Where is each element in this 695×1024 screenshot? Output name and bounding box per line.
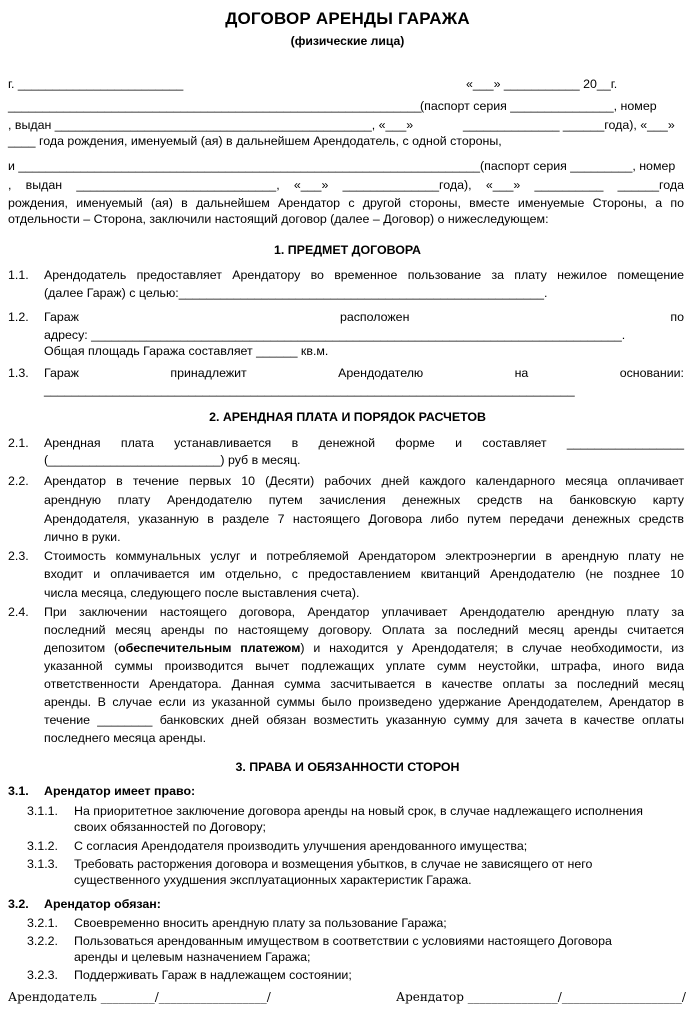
clause-text: Арендатор в течение первых 10 (Десяти) рабочих дней каждого календарного месяца оплачивает xyxy=(44,474,684,488)
clause-number: 1.1. xyxy=(8,268,29,282)
clause-text-part: ) и находится у Арендодателя; в случае необходимости, из xyxy=(300,641,684,655)
party1-issued: , выдан ______________________________________________, «___» xyxy=(8,118,414,132)
clause-text: существенного ухудшения эксплуатационных характеристик Гаража. xyxy=(74,873,472,887)
clause-text: Арендная плата устанавливается в денежной форме и составляет _________________ xyxy=(44,436,684,450)
clause-text: входит и оплачивается им отдельно, с предоставлением квитанций Арендодателю (не позднее 10 xyxy=(44,567,684,581)
party2-passport: (паспорт серия _________, номер xyxy=(480,159,676,173)
document-title: ДОГОВОР АРЕНДЫ ГАРАЖА xyxy=(225,9,470,28)
clause-number: 3.1. xyxy=(8,784,29,798)
party1-dates: ______________ ______года), «___» xyxy=(463,118,675,132)
clause-text: Поддерживать Гараж в надлежащем состоянии; xyxy=(74,968,352,982)
clause-number: 1.3. xyxy=(8,366,29,380)
clause-text-part: депозитом ( xyxy=(44,641,119,655)
clause-text: Стоимость коммунальных услуг и потребляемой Арендатором электроэнергии в арендную плату не xyxy=(44,549,684,563)
bold-term: обеспечительным платежом xyxy=(118,641,301,655)
section-heading: 3. ПРАВА И ОБЯЗАННОСТИ СТОРОН xyxy=(235,760,460,774)
clause-text: Гараж принадлежит Арендодателю на основании: xyxy=(44,366,684,380)
party2-issued: , выдан _____________________________, «___» ______________года), «___» __________ ______года xyxy=(8,178,684,192)
subsection-heading: Арендатор обязан: xyxy=(44,897,161,911)
clause-number: 1.2. xyxy=(8,310,29,324)
clause-number: 3.2.3. xyxy=(27,968,59,982)
landlord-signature: Арендодатель _________/__________________/ xyxy=(8,990,271,1004)
clause-number: 3.2. xyxy=(8,897,29,911)
party2-role: рождения, именуемый (ая) в дальнейшем Арендатор с другой стороны, вместе именуемые Стороны, а по xyxy=(8,196,684,210)
clause-text: Пользоваться арендованным имуществом в соответствии с условиями настоящего Договора xyxy=(74,934,612,948)
clause-text: Арендодателя, указанную в разделе 7 настоящего Договора либо путем передачи денежных средств xyxy=(44,512,684,526)
clause-text: течение ________ банковских дней обязан возместить указанную сумму для зачета в качестве оплаты xyxy=(44,713,684,727)
clause-text: лично в руки. xyxy=(44,530,121,544)
clause-number: 3.1.2. xyxy=(27,839,59,853)
clause-text: последнего месяца аренды. xyxy=(44,731,207,745)
clause-text: С согласия Арендодателя производить улучшения арендованного имущества; xyxy=(74,839,528,853)
clause-text: Общая площадь Гаража составляет ______ кв.м. xyxy=(44,344,329,358)
clause-text: последний месяц аренды по настоящему договору. Оплата за последний месяц аренды считается xyxy=(44,623,684,637)
clause-number: 2.2. xyxy=(8,474,29,488)
document-subtitle: (физические лица) xyxy=(290,34,405,48)
clause-number: 2.1. xyxy=(8,436,29,450)
date-field: «___» ___________ 20__г. xyxy=(466,77,618,91)
clause-text: аренды и целевым назначением Гаража; xyxy=(74,950,311,964)
clause-text: числа месяца, следующего после выставления счета). xyxy=(44,586,360,600)
party1-name-line: ____________________________________________________________ xyxy=(8,99,422,113)
section-heading: 2. АРЕНДНАЯ ПЛАТА И ПОРЯДОК РАСЧЕТОВ xyxy=(209,410,486,424)
clause-text: _____________________________________________________________________________ xyxy=(44,383,575,397)
clause-text: своих обязанностей по Договору; xyxy=(74,820,266,834)
clause-text: Своевременно вносить арендную плату за пользование Гаража; xyxy=(74,916,447,930)
clause-text: При заключении настоящего договора, Арендатор уплачивает Арендодателю арендную плату за xyxy=(44,605,684,619)
clause-text: ответственности Арендатора. Данная сумма засчитывается в качестве оплаты за последний месяц xyxy=(44,677,684,691)
clause-text: аренды. В случае если из указанной суммы было произведено удержание Арендодателем, Арендатор в xyxy=(44,695,684,709)
clause-text: указанной суммы производится вычет подлежащих уплате сумм неустойки, штрафа, иного вида xyxy=(44,659,684,673)
party1-passport: (паспорт серия _______________, номер xyxy=(420,99,657,113)
clause-text: Гараж расположен по xyxy=(44,310,684,324)
clause-text: Арендодатель предоставляет Арендатору во временное пользование за плату нежилое помещение xyxy=(44,268,684,282)
clause-number: 3.2.1. xyxy=(27,916,59,930)
party1-role: ____ года рождения, именуемый (ая) в дальнейшем Арендодатель, с одной стороны, xyxy=(8,134,502,148)
party2-name-line: и ___________________________________________________________________ xyxy=(8,159,481,173)
tenant-signature: Арендатор _______________/____________________/ xyxy=(396,990,686,1004)
party2-closing: отдельности – Сторона, заключили настоящий договор (далее – Договор) о нижеследующем: xyxy=(8,212,549,226)
clause-number: 3.1.1. xyxy=(27,804,59,818)
city-field: г. ________________________ xyxy=(8,77,184,91)
section-heading: 1. ПРЕДМЕТ ДОГОВОРА xyxy=(274,243,421,257)
clause-text xyxy=(44,641,684,656)
clause-text: адресу: _____________________________________________________________________________. xyxy=(44,328,626,342)
clause-number: 2.3. xyxy=(8,549,29,563)
clause-number: 3.1.3. xyxy=(27,857,59,871)
subsection-heading: Арендатор имеет право: xyxy=(44,784,196,798)
clause-text: (далее Гараж) с целью:_____________________________________________________. xyxy=(44,286,548,300)
clause-text: На приоритетное заключение договора аренды на новый срок, в случае надлежащего исполнения xyxy=(74,804,643,818)
clause-text: Требовать расторжения договора и возмещения убытков, в случае не зависящего от него xyxy=(74,857,593,871)
clause-text: (_________________________) руб в месяц. xyxy=(44,453,301,467)
clause-text: арендную плату Арендодателю путем зачисления денежных средств на банковскую карту xyxy=(44,493,684,507)
clause-number: 2.4. xyxy=(8,605,29,619)
clause-number: 3.2.2. xyxy=(27,934,59,948)
